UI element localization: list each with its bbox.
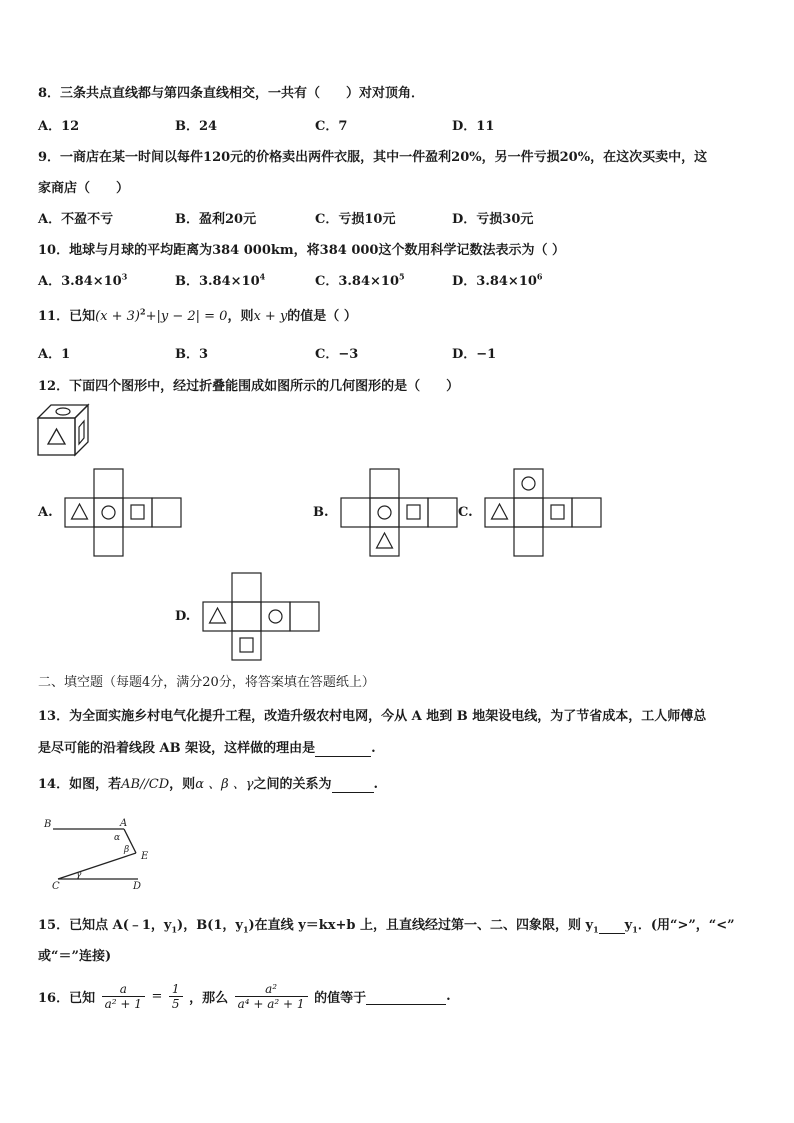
q16-fraction-1: $\frac{a}{\text{a² + 1}}$ [102,982,145,1011]
q12-option-b-net [341,469,457,557]
q8-option-b: B．24 [175,119,218,134]
q8-option-d: D．11 [452,119,495,134]
q12-option-a-label: A. [38,505,53,520]
q14-label-a: A [120,818,128,829]
q12-option-a-net [65,469,181,557]
q12-option-d-net [203,573,319,661]
q13-line2: 是尽可能的沿着线段 AB 架设，这样做的理由是 . [38,741,376,756]
q12-option-b-label: B. [313,505,329,520]
q10-option-c: C．$3.84\times 10^5$ [315,271,405,289]
q16-fraction-2: $\frac{1}{5}$ [169,982,183,1011]
q8-option-c: C．7 [315,119,348,134]
q15-line2: 或“＝”连接) [38,949,112,964]
q14-label-b: B [44,819,52,830]
q14-figure [40,815,160,893]
q14-label-e: E [141,851,149,862]
q10-stem: 10．地球与月球的平均距离为384 000km，将384 000这个数用科学记数法表示为（ ） [38,243,565,258]
q12-option-c-label: C. [458,505,473,520]
q9-option-a: A．不盈不亏 [38,212,114,227]
q10-option-b: B．$3.84\times 10^4$ [175,271,266,289]
q9-option-d: D．亏损30元 [452,212,534,227]
q15-answer-blank[interactable] [599,918,625,934]
q14-label-beta: β [124,845,130,855]
q12-option-d-label: D. [175,609,191,624]
q8-stem: 8．三条共点直线都与第四条直线相交，一共有（ ）对对顶角． [38,86,425,101]
q11-stem: 11．已知$(x + 3)^2+|y - 2| = 0$，则x + y的值是（ ） [38,306,357,324]
q10-option-a: A．$3.84\times 10^3$ [38,271,128,289]
section-2-title: 二、填空题（每题4分，满分20分，将答案填在答题纸上） [38,675,375,690]
q9-stem-line2: 家商店（ ） [38,181,130,196]
q14-label-c: C [52,881,60,892]
q12-option-c-net [485,469,601,557]
q11-option-d: D．−1 [452,347,497,362]
q8-option-a: A．12 [38,119,80,134]
q9-stem-line1: 9．一商店在某一时间以每件120元的价格卖出两件衣服，其中一件盈利20%，另一件亏损20%，在这次买卖中，这 [38,150,708,165]
q12-stem: 12．下面四个图形中，经过折叠能围成如图所示的几何图形的是（ ） [38,379,460,394]
q11-option-c: C．−3 [315,347,359,362]
q11-option-b: B．3 [175,347,209,362]
q12-cube-figure [38,405,100,457]
q14-label-alpha: α [114,833,121,843]
q16-stem: 16．已知 $\frac{a}{\text{a² + 1}}$ = $\frac{1}{5}$ ，那么 $\frac{\text{a²}}{\text{a⁴ + a² + 1}}$ 的值等于 . [38,982,451,1011]
q16-fraction-3: $\frac{\text{a²}}{\text{a⁴ + a² + 1}}$ [235,982,308,1011]
q10-option-d: D．$3.84\times 10^6$ [452,271,543,289]
q16-answer-blank[interactable] [366,989,446,1005]
q14-answer-blank[interactable] [332,777,374,793]
q14-stem: 14．如图，若AB//CD，则α 、β 、γ之间的关系为 . [38,777,379,792]
q9-option-c: C．亏损10元 [315,212,396,227]
q13-answer-blank[interactable] [315,741,371,757]
q9-option-b: B．盈利20元 [175,212,257,227]
q13-line1: 13．为全面实施乡村电气化提升工程，改造升级农村电网，今从 A 地到 B 地架设电线，为了节省成本，工人师傅总 [38,709,707,724]
q11-option-a: A．1 [38,347,71,362]
q14-label-d: D [133,881,142,892]
q14-label-gamma: γ [76,870,82,880]
q15-line1: 15．已知点 A(﹣1，$y_1$)，B(1，$y_1$)在直线 y＝kx+b 上，且直线经过第一、二、四象限，则 $y_1$ $y_1$．(用“>”，“<” [38,918,735,935]
